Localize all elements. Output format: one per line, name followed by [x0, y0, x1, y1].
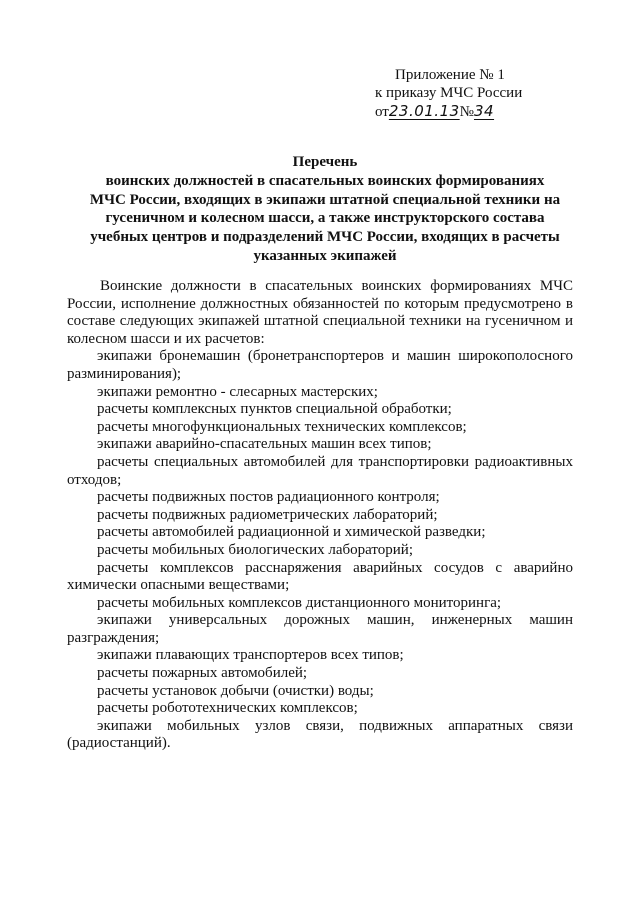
list-item: расчеты комплексных пунктов специальной обработки; [97, 401, 452, 418]
list-item: расчеты комплексов расснаряжения аварийных сосудов с аварийно химически опасными веществами; [67, 559, 573, 594]
list-item: расчеты пожарных автомобилей; [97, 665, 308, 682]
list-item: расчеты специальных автомобилей для транспортировки радиоактивных отходов; [67, 453, 573, 488]
list-item: расчеты многофункциональных технических комплексов; [97, 418, 467, 435]
list-item: расчеты робототехнических комплексов; [97, 700, 358, 717]
list-item: расчеты установок добычи (очистки) воды; [97, 682, 374, 699]
document-body [67, 278, 573, 753]
list-item: расчеты мобильных комплексов дистанционного мониторинга; [97, 594, 502, 611]
list-item: экипажи универсальных дорожных машин, инженерных машин разграждения; [67, 612, 573, 646]
list-item: экипажи бронемашин (бронетранспортеров и машин широкополосного разминирования); [67, 348, 573, 382]
order-reference: к приказу МЧС России [375, 85, 523, 101]
list-item: экипажи плавающих транспортеров всех типов; [97, 647, 404, 664]
list-item: расчеты подвижных радиометрических лабораторий; [97, 506, 438, 523]
list-item: экипажи мобильных узлов связи, подвижных аппаратных связи (радиостанций). [67, 717, 573, 752]
positions-list [67, 348, 573, 753]
list-item: экипажи аварийно-спасательных машин всех типов; [97, 436, 432, 453]
list-item: экипажи ремонтно - слесарных мастерских; [97, 383, 378, 400]
title-text: воинских должностей в спасательных воинских формированиях МЧС России, входящих в экипажи штатной специальной техники на гусеничном и колесном шасси, а также инструкторского состава учебных центров и подразделений МЧС России, входящих в расчеты указанных экипажей [89, 172, 561, 264]
date-prefix: от [375, 104, 389, 120]
appendix-number: Приложение № 1 [395, 67, 505, 83]
list-item: расчеты автомобилей радиационной и химической разведки; [97, 524, 486, 541]
number-prefix: № [459, 104, 474, 120]
document-title [60, 153, 590, 266]
handwritten-number: 34 [473, 102, 495, 120]
order-date-line [375, 102, 635, 121]
list-item: расчеты мобильных биологических лабораторий; [97, 541, 413, 558]
list-item: расчеты подвижных постов радиационного контроля; [97, 489, 440, 506]
appendix-header [375, 66, 635, 121]
intro-paragraph: Воинские должности в спасательных воинских формированиях МЧС России, исполнение должностных обязанностей по которым предусмотрено в составе следующих экипажей штатной специальной техники на гусеничном и колесном шасси и их расчетов: [67, 278, 573, 347]
handwritten-date: 23.01.13 [388, 102, 460, 120]
title-heading: Перечень [292, 154, 358, 170]
